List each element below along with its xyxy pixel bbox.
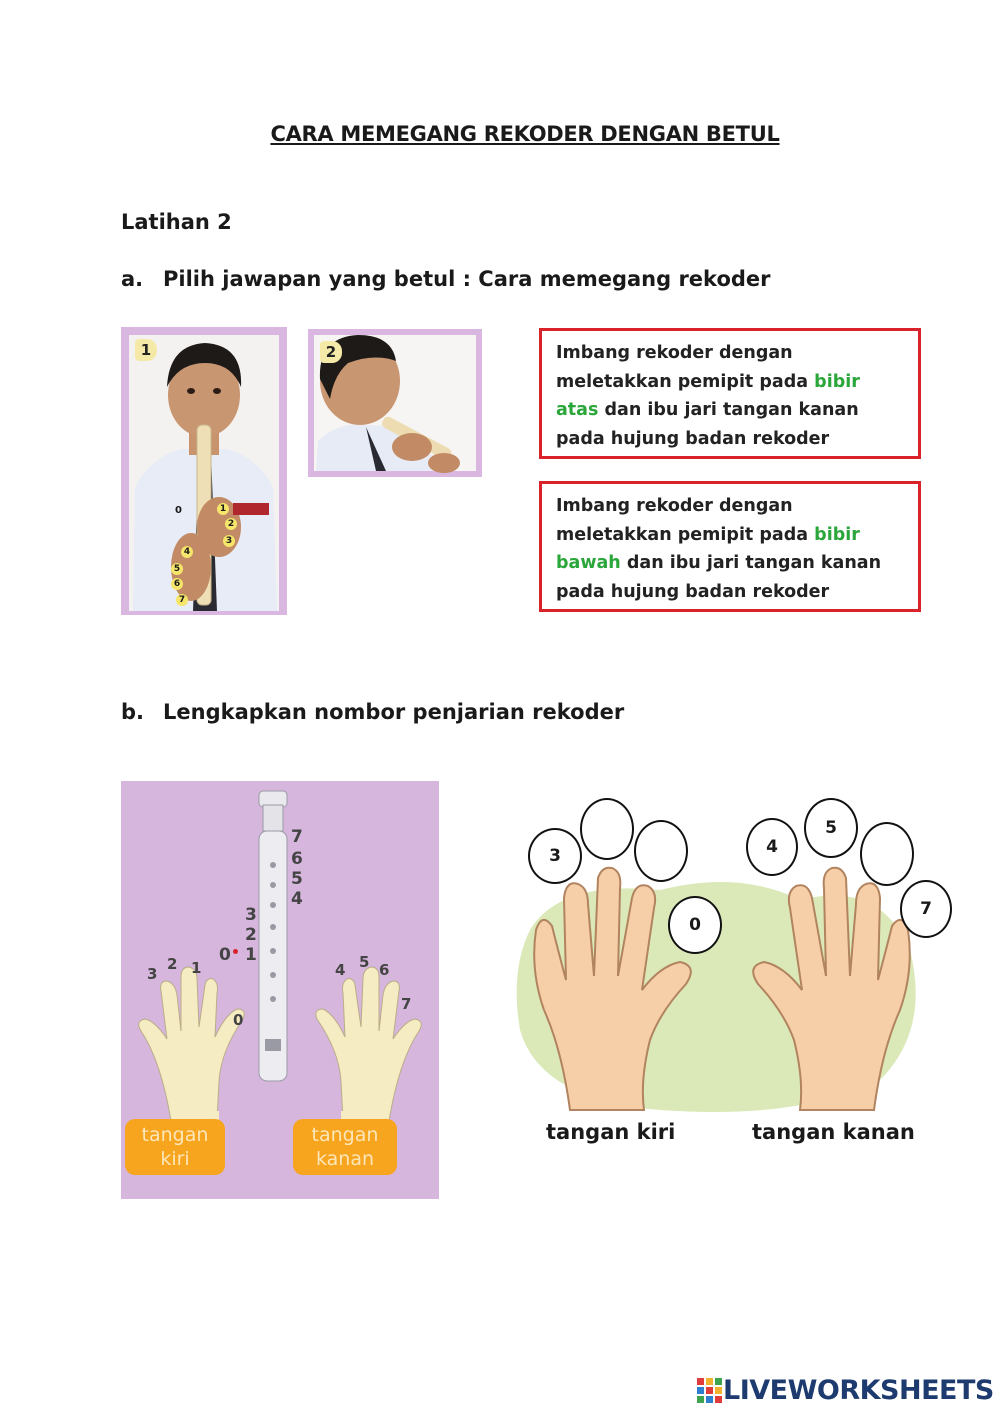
finger-number: 3 (223, 535, 235, 547)
answer-circle-left-ring[interactable]: 3 (528, 828, 582, 884)
finger-number: 5 (171, 563, 183, 575)
liveworksheets-logo (697, 1375, 994, 1406)
label-line: tangan (141, 1124, 209, 1146)
photo1-number-badge: 1 (135, 339, 157, 361)
question-b-text: Lengkapkan nombor penjarian rekoder (163, 700, 625, 724)
red-dot-icon (233, 949, 238, 954)
left-finger-number: 3 (147, 965, 158, 983)
page-title: CARA MEMEGANG REKODER DENGAN BETUL (270, 122, 780, 146)
finger-number: 2 (225, 518, 237, 530)
answer-circle-right-index[interactable]: 4 (746, 818, 798, 876)
recorder-number: 0 (219, 945, 231, 965)
exercise-heading: Latihan 2 (121, 210, 232, 234)
caption-tangan-kiri: tangan kiri (546, 1120, 676, 1144)
answer-circle-right-middle[interactable]: 5 (804, 798, 858, 858)
finger-number: 1 (217, 503, 229, 515)
photo-front-view (121, 327, 287, 615)
answer-circle-right-ring[interactable] (860, 822, 914, 886)
question-b-letter: b. (121, 700, 145, 724)
logo-text: LIVEWORKSHEETS (723, 1375, 994, 1406)
finger-number: 0 (175, 505, 182, 516)
answer-circle-right-little[interactable]: 7 (900, 880, 952, 938)
left-finger-number: 0 (233, 1011, 244, 1029)
finger-number: 6 (171, 578, 183, 590)
question-a-letter: a. (121, 267, 144, 291)
question-b (121, 700, 624, 724)
option-2-text-part1: Imbang rekoder dengan meletakkan pemipit pada (556, 496, 815, 545)
photo-side-view[interactable] (308, 329, 482, 477)
option-2-highlight: bibir bawah (556, 524, 860, 573)
answer-circle-left-middle[interactable] (580, 798, 634, 860)
right-finger-number: 6 (379, 961, 390, 979)
option-1-text-part1: Imbang rekoder dengan meletakkan pemipit pada (556, 343, 815, 392)
label-line: tangan (311, 1124, 379, 1146)
right-finger-number: 7 (401, 995, 412, 1013)
recorder-number: 4 (291, 889, 303, 909)
option-1-highlight: bibir atas (556, 371, 860, 420)
finger-number: 4 (181, 546, 193, 558)
answer-circle-left-thumb[interactable]: 0 (668, 896, 722, 954)
question-a-text: Pilih jawapan yang betul : Cara memegang rekoder (163, 267, 771, 291)
recorder-number: 3 (245, 905, 257, 925)
hands-answer-diagram (500, 780, 960, 1160)
right-finger-number: 5 (359, 953, 370, 971)
label-line: kiri (160, 1148, 190, 1170)
left-finger-number: 2 (167, 955, 178, 973)
label-tangan-kanan (293, 1119, 397, 1175)
caption-tangan-kanan: tangan kanan (752, 1120, 915, 1144)
finger-number: 7 (176, 594, 188, 606)
recorder-number: 6 (291, 849, 303, 869)
recorder-number: 1 (245, 945, 257, 965)
liveworksheets-grid-icon (697, 1378, 723, 1404)
recorder-number: 7 (291, 827, 303, 847)
label-line: kanan (315, 1148, 375, 1170)
fingering-reference-panel (121, 781, 439, 1199)
option-1-text-part2: dan ibu jari tangan kanan pada hujung badan rekoder (556, 400, 859, 449)
label-tangan-kiri (125, 1119, 225, 1175)
question-a (121, 267, 771, 291)
recorder-number: 2 (245, 925, 257, 945)
answer-option-1[interactable] (539, 328, 921, 459)
answer-option-2[interactable] (539, 481, 921, 612)
answer-circle-left-index[interactable] (634, 820, 688, 882)
photo2-number-badge: 2 (320, 341, 342, 363)
recorder-number: 5 (291, 869, 303, 889)
boy-front-illustration (121, 327, 287, 615)
right-finger-number: 4 (335, 961, 346, 979)
option-2-text-part2: dan ibu jari tangan kanan pada hujung badan rekoder (556, 553, 882, 602)
left-finger-number: 1 (191, 959, 202, 977)
